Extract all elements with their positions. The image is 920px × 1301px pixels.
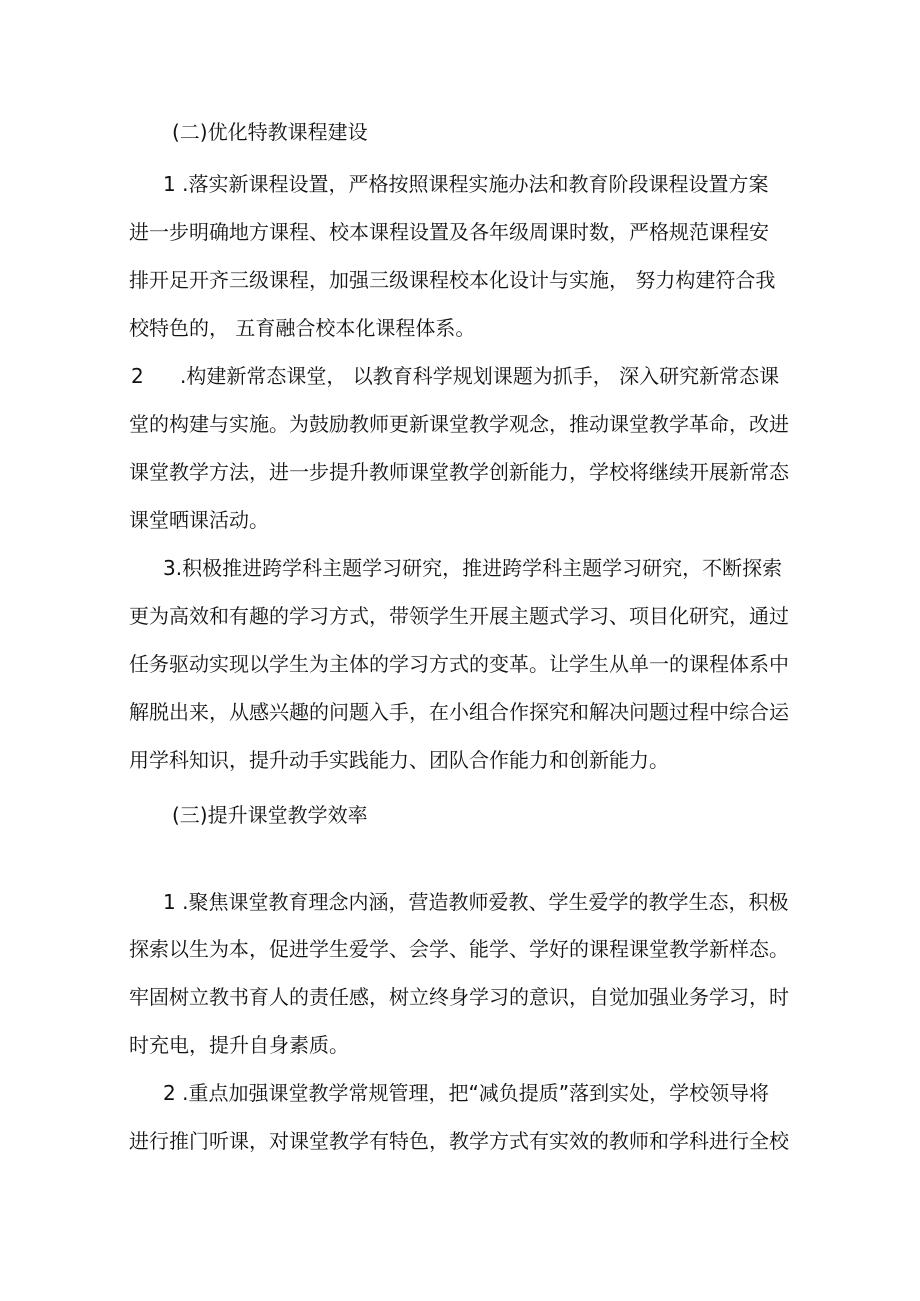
text-line: 课堂晒课活动。: [129, 508, 269, 532]
text-line: 2 .重点加强课堂教学常规管理，把“减负提质”落到实处，学校领导将: [163, 1081, 770, 1105]
text-line: 1 .落实新课程设置，严格按照课程实施办法和教育阶段课程设置方案: [163, 172, 769, 196]
text-line: 牢固树立教书育人的责任感，树立终身学习的意识，自觉加强业务学习，时: [129, 985, 789, 1009]
text-line: 排开足开齐三级课程，加强三级课程校本化设计与实施， 努力构建符合我: [129, 268, 776, 292]
text-line: 时充电，提升自身素质。: [129, 1033, 349, 1057]
section-heading-2: (二)优化特教课程建设: [172, 120, 368, 144]
text-line: .构建新常态课堂， 以教育科学规划课题为抓手， 深入研究新常态课: [180, 364, 780, 388]
text-line: 更为高效和有趣的学习方式，带领学生开展主题式学习、项目化研究，通过: [129, 604, 789, 628]
text-line: 任务驱动实现以学生为主体的学习方式的变革。让学生从单一的课程体系中: [129, 652, 789, 676]
text-line: 1 .聚焦课堂教育理念内涵，营造教师爱教、学生爱学的教学生态，积极: [163, 890, 789, 914]
text-line: 堂的构建与实施。为鼓励教师更新课堂教学观念，推动课堂教学革命，改进: [129, 412, 789, 436]
text-line: 课堂教学方法，进一步提升教师课堂教学创新能力，学校将继续开展新常态: [129, 460, 789, 484]
section-heading-3: (三)提升课堂教学效率: [172, 803, 368, 827]
text-line: 用学科知识，提升动手实践能力、团队合作能力和创新能力。: [129, 748, 669, 772]
text-line: 校特色的， 五育融合校本化课程体系。: [129, 316, 476, 340]
text-line: 探索以生为本，促进学生爱学、会学、能学、学好的课程课堂教学新样态。: [129, 937, 789, 961]
text-line: 解脱出来，从感兴趣的问题入手，在小组合作探究和解决问题过程中综合运: [129, 700, 789, 724]
text-line: 进行推门听课，对课堂教学有特色，教学方式有实效的教师和学科进行全校: [129, 1129, 789, 1153]
item-number: 2: [131, 364, 144, 388]
text-line: 3.积极推进跨学科主题学习研究，推进跨学科主题学习研究，不断探索: [163, 556, 783, 580]
text-line: 进一步明确地方课程、校本课程设置及各年级周课时数，严格规范课程安: [129, 220, 769, 244]
